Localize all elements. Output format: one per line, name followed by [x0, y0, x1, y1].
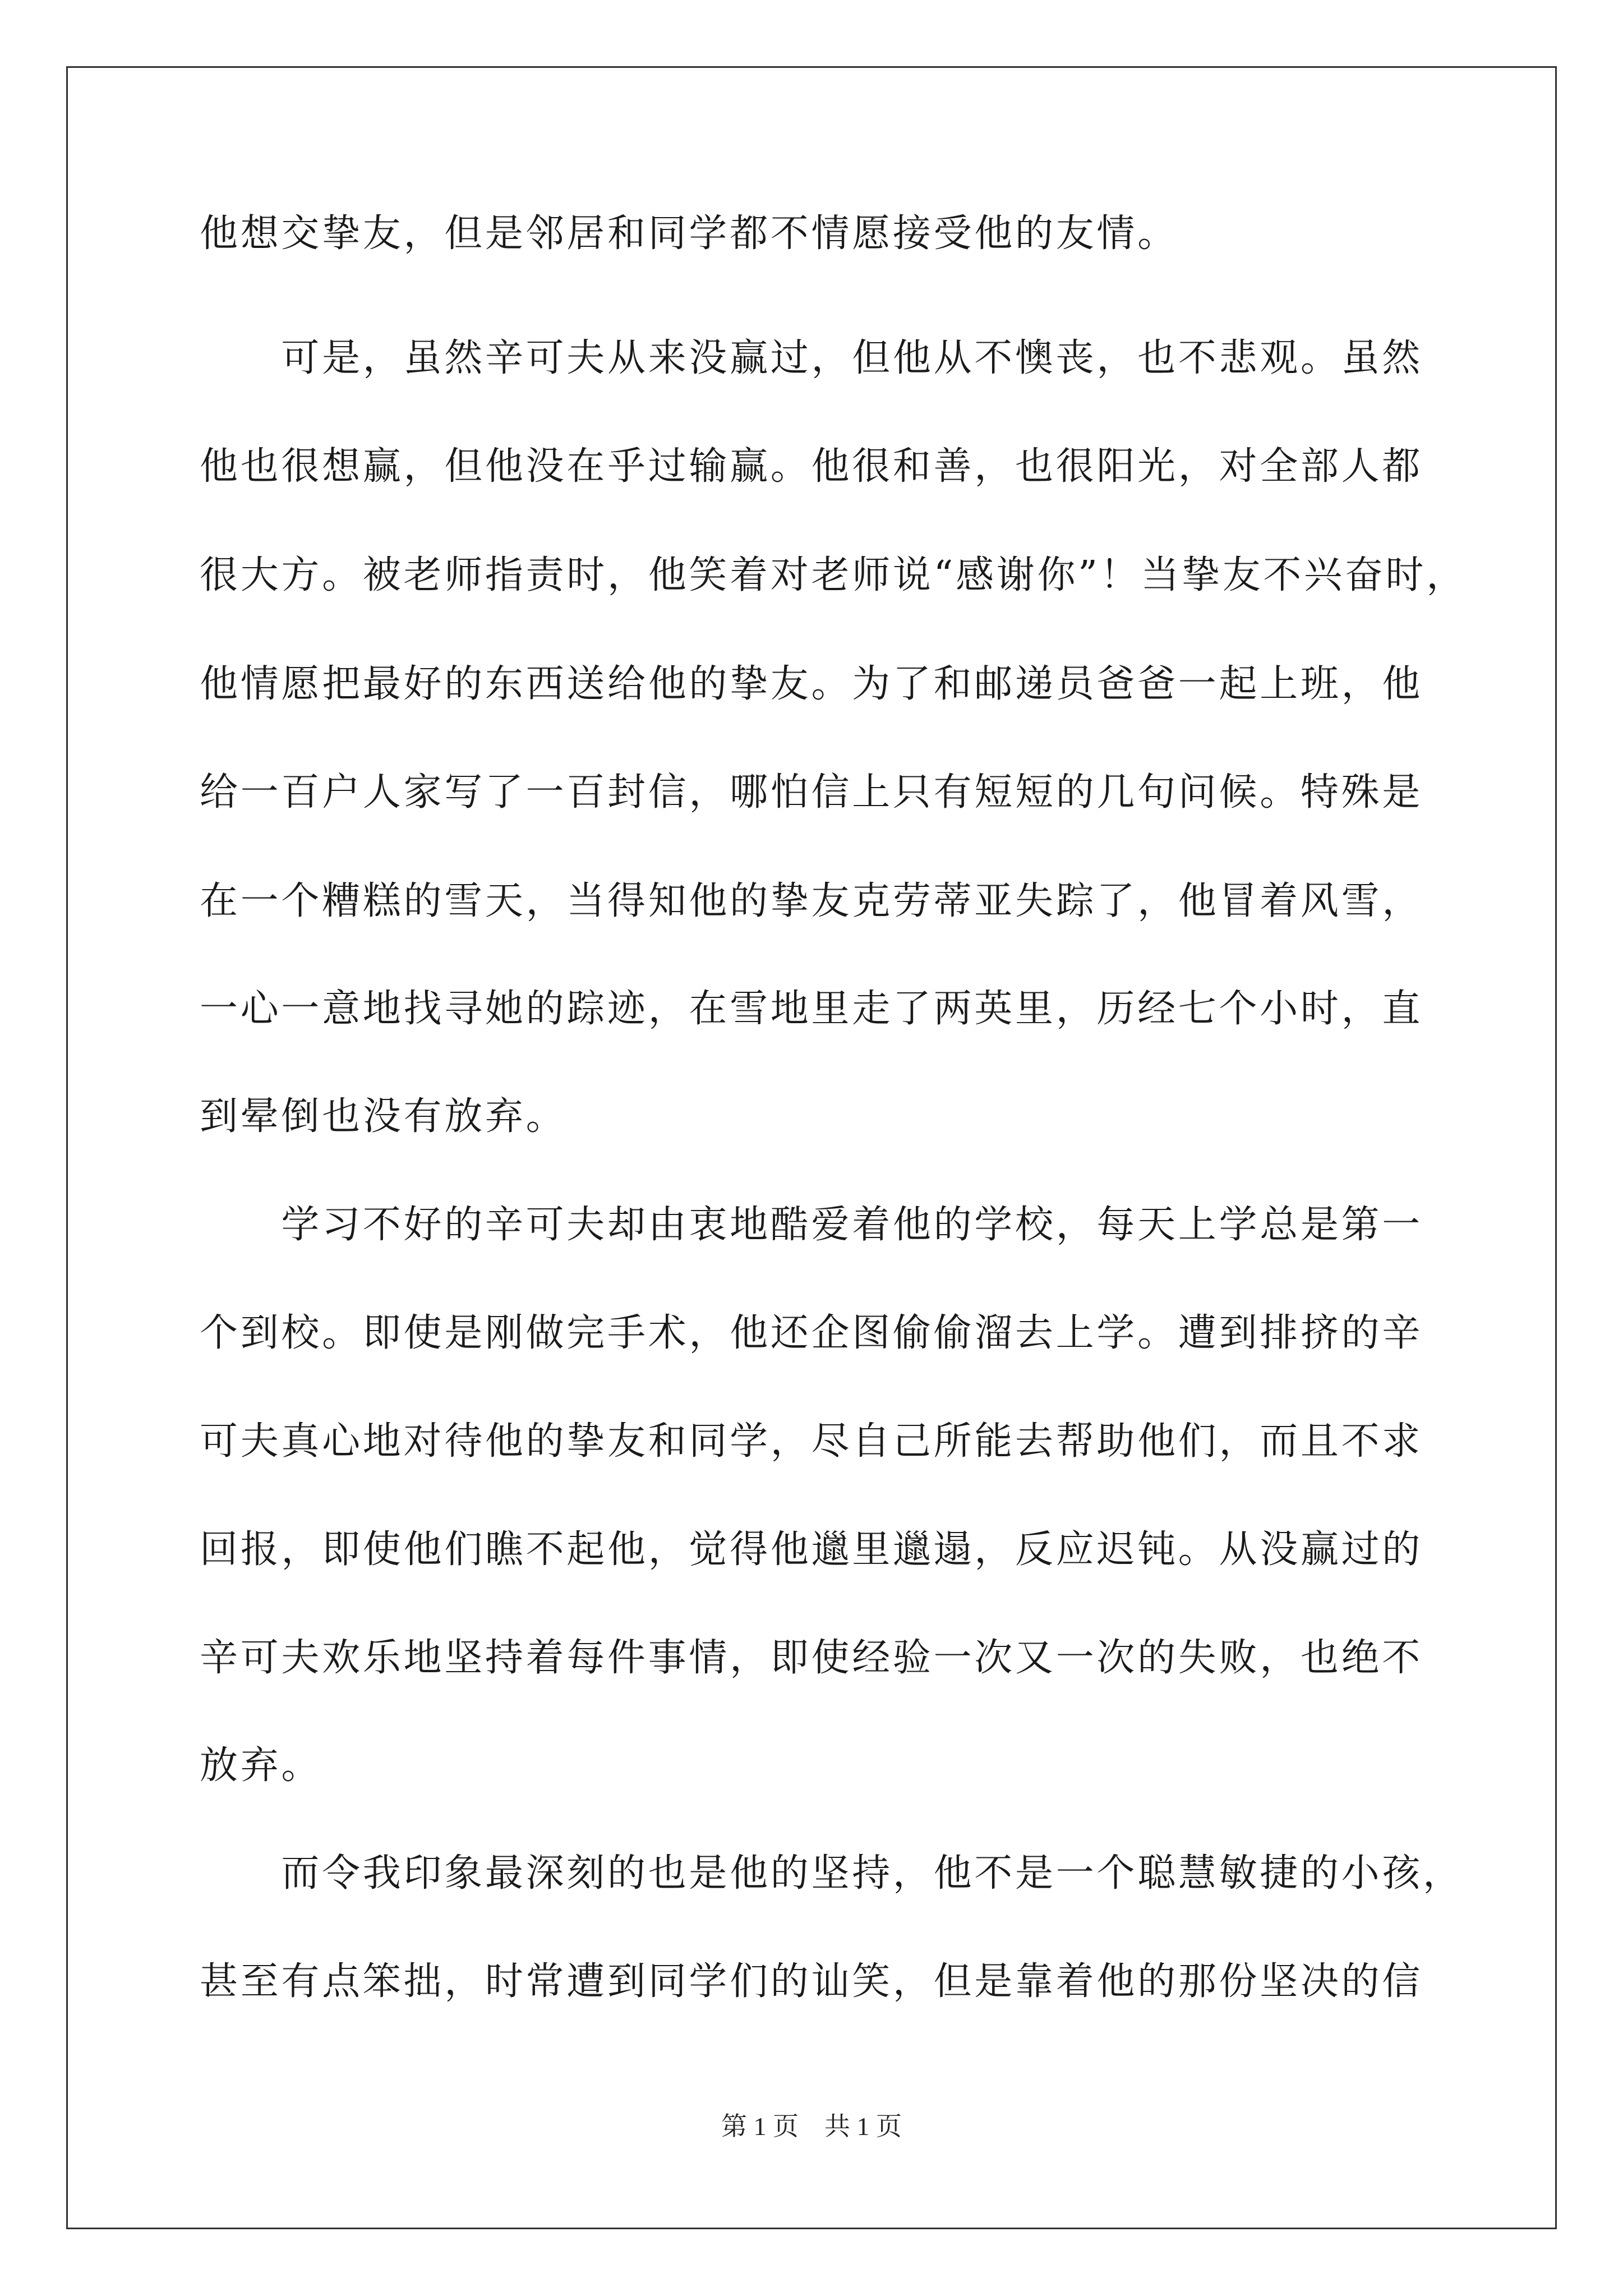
text-line: 他情愿把最好的东西送给他的挚友。为了和邮递员爸爸一起上班，他 [200, 662, 1423, 706]
text-line: 学习不好的辛可夫却由衷地酷爱着他的学校，每天上学总是第一 [200, 1203, 1423, 1247]
text-line: 回报，即使他们瞧不起他，觉得他邋里邋遢，反应迟钝。从没赢过的 [200, 1527, 1423, 1572]
text-line: 放弃。 [200, 1743, 322, 1788]
text-line: 而令我印象最深刻的也是他的坚持，他不是一个聪慧敏捷的小孩， [200, 1851, 1464, 1895]
text-line: 他也很想赢，但他没在乎过输赢。他很和善，也很阳光，对全部人都 [200, 444, 1423, 489]
text-line: 一心一意地找寻她的踪迹，在雪地里走了两英里，历经七个小时，直 [200, 987, 1423, 1031]
text-line: 个到校。即使是刚做完手术，他还企图偷偷溜去上学。遭到排挤的辛 [200, 1311, 1423, 1355]
page-border [66, 66, 1557, 2229]
text-line: 到晕倒也没有放弃。 [200, 1094, 567, 1139]
text-line: 辛可夫欢乐地坚持着每件事情，即使经验一次又一次的失败，也绝不 [200, 1636, 1423, 1680]
text-line: 在一个糟糕的雪天，当得知他的挚友克劳蒂亚失踪了，他冒着风雪， [200, 879, 1423, 923]
text-line: 可夫真心地对待他的挚友和同学，尽自己所能去帮助他们，而且不求 [200, 1419, 1423, 1464]
text-line: 他想交挚友，但是邻居和同学都不情愿接受他的友情。 [200, 211, 1178, 256]
text-line: 甚至有点笨拙，时常遭到同学们的讪笑，但是靠着他的那份坚决的信 [200, 1959, 1423, 2004]
text-line: 给一百户人家写了一百封信，哪怕信上只有短短的几句问候。特殊是 [200, 770, 1423, 815]
page-number-footer: 第 1 页 共 1 页 [721, 2112, 902, 2141]
text-line: 可是，虽然辛可夫从来没赢过，但他从不懊丧，也不悲观。虽然 [200, 336, 1423, 380]
text-line: 很大方。被老师指责时，他笑着对老师说“感谢你”！当挚友不兴奋时， [200, 553, 1467, 597]
